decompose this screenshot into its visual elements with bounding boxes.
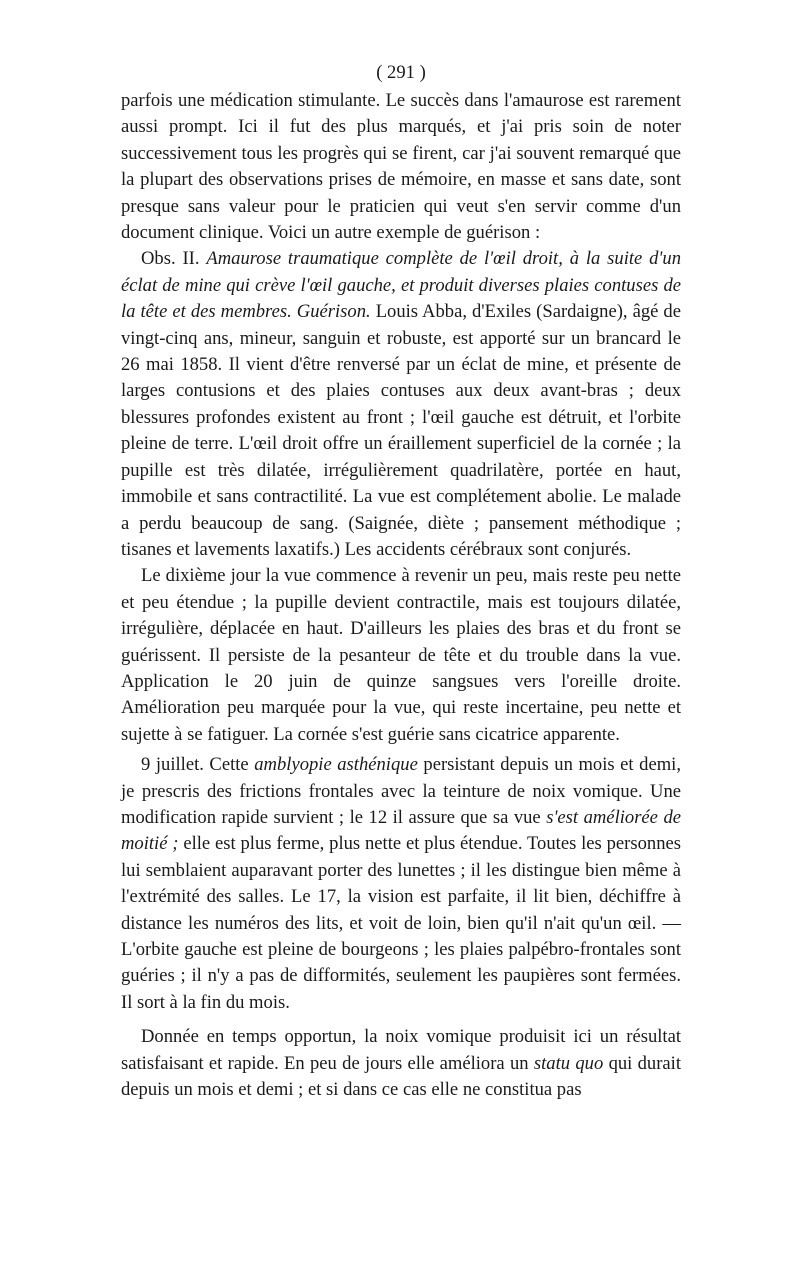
paragraph-progress: Le dixième jour la vue commence à revenir un peu, mais reste peu nette et peu étendue ; la pupille devient contractile, mais est toujours dilatée, irrégulière, déplacée en haut. D'ailleurs les plaies des bras et du front se guérissent. Il persiste de la pesanteur de tête et du trouble dans la vue. Application le 20 juin de quinze sangsues vers l'oreille droite. Amélioration peu marquée pour la vue, qui reste incertaine, peu nette et sujette à se fatiguer. La cornée s'est guérie sans cicatrice apparente. xyxy=(121,565,681,745)
treatment-text-e: elle est plus ferme, plus nette et plus étendue. Toutes les personnes lui semblaient auparavant porter des lunettes ; il les distingue bien même à l'extrémité des salles. Le 17, la vision est parfaite, il lit bien, déchiffre à distance les numéros des lits, et voit de loin, bien qu'il n'ait qu'un œil. — L'orbite gauche est pleine de bourgeons ; les plaies palpébro-frontales sont guéries ; il n'y a pas de difformités, seulement les paupières sont fermées. Il sort à la fin du mois. xyxy=(121,833,681,1013)
observation-body: Louis Abba, d'Exiles (Sardaigne), âgé de vingt-cinq ans, mineur, sanguin et robuste, est apporté sur un brancard le 26 mai 1858. Il vient d'être renversé par un éclat de mine, et présente de larges contusions et des plaies contuses aux deux avant-bras ; deux blessures profondes existent au front ; l'œil gauche est détruit, et l'orbite pleine de terre. L'œil droit offre un éraillement superficiel de la cornée ; la pupille est très dilatée, irrégulièrement quadrilatère, portée en haut, immobile et sans contractilité. La vue est complétement abolie. Le malade a perdu beaucoup de sang. (Saignée, diète ; pansement méthodique ; tisanes et lavements laxatifs.) Les accidents cérébraux sont conjurés. xyxy=(121,301,681,560)
conclusion-term: statu quo xyxy=(533,1052,604,1074)
paragraph-observation xyxy=(121,246,681,563)
paragraph-treatment xyxy=(121,752,681,1016)
observation-title: Amaurose traumatique complète de l'œil droit, à la suite d'un éclat de mine qui crève l'œil gauche, et produit diverses plaies contuses de la tête et des membres. Guérison. xyxy=(121,248,681,323)
paragraph-conclusion xyxy=(121,1024,681,1103)
book-page xyxy=(121,60,681,1103)
conclusion-text-c: qui durait depuis un mois et demi ; et si dans ce cas elle ne constitua pas xyxy=(121,1052,681,1101)
page-number: ( 291 ) xyxy=(376,62,426,83)
treatment-quote: s'est améliorée de moitié ; xyxy=(121,806,681,855)
conclusion-text-a: Donnée en temps opportun, la noix vomique produisit ici un résultat satisfaisant et rapide. En peu de jours elle améliora un xyxy=(121,1026,681,1074)
treatment-text-c: persistant depuis un mois et demi, je prescris des frictions frontales avec la teinture de noix vomique. Une modification rapide survient ; le 12 il assure que sa vue xyxy=(121,754,681,828)
treatment-term: amblyopie asthénique xyxy=(254,754,418,776)
treatment-text-a: 9 juillet. Cette xyxy=(141,754,249,776)
paragraph-intro: parfois une médication stimulante. Le succès dans l'amaurose est rarement aussi prompt. Ici il fut des plus marqués, et j'ai pris soin de noter successivement tous les progrès qui se firent, car j'ai souvent remarqué que la plupart des observations prises de mémoire, en masse et sans date, sont presque sans valeur pour le praticien qui veut s'en servir comme d'un document clinique. Voici un autre exemple de guérison : xyxy=(121,90,681,244)
observation-label: Obs. II. xyxy=(141,248,200,270)
